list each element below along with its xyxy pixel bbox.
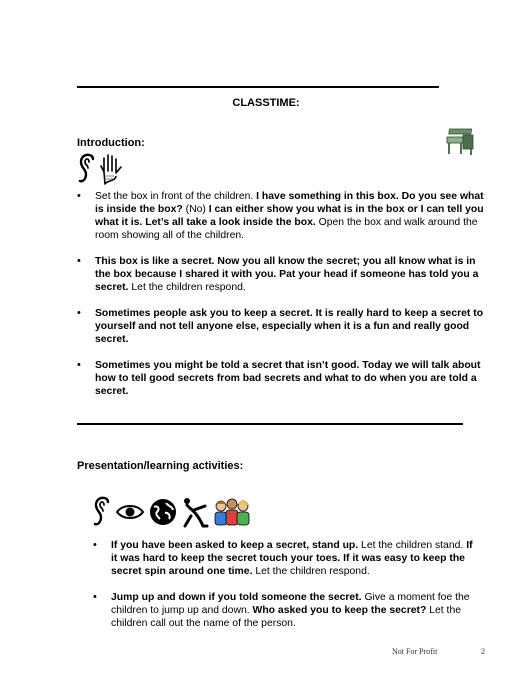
desk-chair-icon [444,127,476,162]
text-run: Let the children respond. [128,282,246,293]
top-divider [77,86,439,88]
footer-text: Not For Profit [392,647,438,656]
page-number: 2 [481,647,485,656]
bullet-text [95,256,478,293]
list-item [77,307,487,346]
text-run: Let the children call out the name of the person. [111,605,462,629]
text-run: Open the box and walk around the room showing all of the children. [95,217,478,241]
text-run: (No) [185,204,209,215]
list-item [77,255,487,294]
bold-text-run: I can either show you what is in the box or I can tell you what it is. Let’s all take a look inside the box. [95,204,484,228]
bold-text-run: I have something in this box. Do you see what is inside the box? [95,191,484,215]
bullet-text [111,540,473,577]
stretching-person-icon [181,496,209,533]
list-item [77,359,487,398]
bold-text-run: If it was hard to keep the secret touch your toes. If it was easy to keep the secret spin around one time. [111,540,473,577]
bold-text-run: If you have been asked to keep a secret, stand up. [111,540,359,551]
bold-text-run: Sometimes you might be told a secret that isn’t good. Today we will talk about how to tell good secrets from bad secrets and what to do when you are told a secret. [95,360,481,397]
introduction-bullets [77,190,487,398]
presentation-icons [92,494,252,535]
bold-text-run: Jump up and down if you told someone the secret. [111,592,362,603]
introduction-heading: Introduction: [77,137,145,149]
text-run: Let the children respond. [252,566,370,577]
eye-icon [115,502,145,527]
hand-icon [99,152,123,191]
bullet-text [95,360,480,397]
bullet-text [95,308,483,345]
section-divider [77,423,463,425]
bullet-text [111,592,470,629]
page-title: CLASSTIME: [232,97,300,109]
list-item [93,591,473,630]
globe-icon [148,497,178,532]
text-run: Let the children stand. [358,540,467,551]
children-group-icon [212,497,252,532]
presentation-bullets [93,539,473,630]
introduction-icons [77,151,123,192]
presentation-heading: Presentation/learning activities: [77,460,244,472]
ear-icon [77,151,97,192]
bold-text-run: This box is like a secret. Now you all know the secret; you all know what is in the box because I shared it with you. Pat your head if someone has told you a secret. [95,256,479,293]
bold-text-run: Sometimes people ask you to keep a secret. It is really hard to keep a secret to yourself and not tell anyone else, especially when it is a fun and really good secret. [95,308,484,345]
ear-icon [92,494,112,535]
list-item [77,190,487,242]
text-run: Set the box in front of the children. [95,191,257,202]
list-item [93,539,473,578]
bullet-text [95,191,484,241]
text-run: Give a moment foe the children to jump up and down. [111,592,470,616]
bold-text-run: Who asked you to keep the secret? [252,605,427,616]
